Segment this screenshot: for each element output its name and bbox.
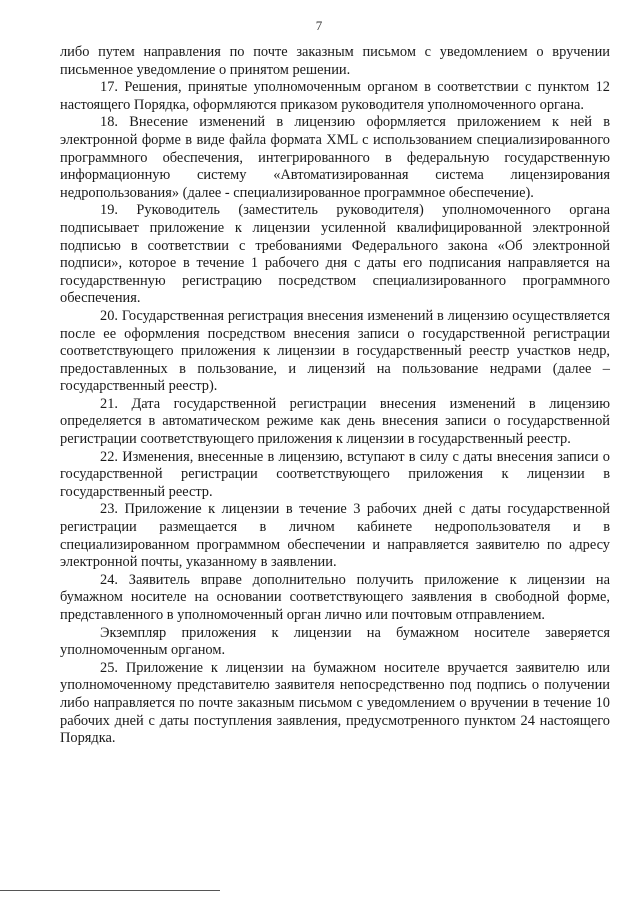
paragraph-24: 24. Заявитель вправе дополнительно получить приложение к лицензии на бумажном носителе на основании соответствующего заявления в свободной форме, представленного в уполномоченный орган лично или почтовым отправлением.	[60, 571, 610, 623]
paragraph-19: 19. Руководитель (заместитель руководителя) уполномоченного органа подписывает приложение к лицензии усиленной квалифицированной электронной подписью в соответствии с требованиями Федерального закона «Об электронной подписи», которое в течение 1 рабочего дня с даты его подписания направляется на государственную регистрацию посредством специализированного программного обеспечения.	[60, 202, 610, 307]
paragraph-continuation: либо путем направления по почте заказным письмом с уведомлением о вручении письменное уведомление о принятом решении.	[60, 44, 610, 78]
paragraph-18: 18. Внесение изменений в лицензию оформляется приложением к ней в электронной форме в виде файла формата XML с использованием специализированного программного обеспечения, интегрированного в федеральную государственную информационную систему «Автоматизированная система лицензирования недропользования» (далее - специализированное программное обеспечение).	[60, 114, 610, 201]
paragraph-17: 17. Решения, принятые уполномоченным органом в соответствии с пунктом 12 настоящего Порядка, оформляются приказом руководителя уполномоченного органа.	[60, 79, 610, 113]
paragraph-20: 20. Государственная регистрация внесения изменений в лицензию осуществляется после ее оформления посредством внесения записи о государственной регистрации соответствующего приложения к лицензии в государственный реестр участков недр, предоставленных в пользование, и лицензий на пользование недрами (далее – государственный реестр).	[60, 307, 610, 395]
paragraph-21: 21. Дата государственной регистрации внесения изменений в лицензию определяется в автоматическом режиме как день внесения записи о государственной регистрации соответствующего приложения к лицензии в государственный реестр.	[60, 395, 610, 448]
paragraph-25: 25. Приложение к лицензии на бумажном носителе вручается заявителю или уполномоченному представителю заявителя непосредственно под подпись о получении либо направляется по почте заказным письмом с уведомлением о вручении в течение 10 рабочих дней с даты поступления заявления, предусмотренного пунктом 24 настоящего Порядка.	[60, 659, 610, 747]
page-number: 7	[315, 18, 323, 33]
paragraph-23: 23. Приложение к лицензии в течение 3 рабочих дней с даты государственной регистрации размещается в личном кабинете недропользователя и в специализированном программном обеспечении и направляется заявителю по адресу электронной почты, указанному в заявлении.	[60, 501, 610, 571]
paragraph-22: 22. Изменения, внесенные в лицензию, вступают в силу с даты внесения записи о государственной регистрации соответствующего приложения к лицензии в государственный реестр.	[60, 448, 610, 500]
document-body	[60, 44, 610, 748]
footer-rule	[0, 890, 220, 891]
paragraph-24-note: Экземпляр приложения к лицензии на бумажном носителе заверяется уполномоченным органом.	[60, 624, 610, 659]
